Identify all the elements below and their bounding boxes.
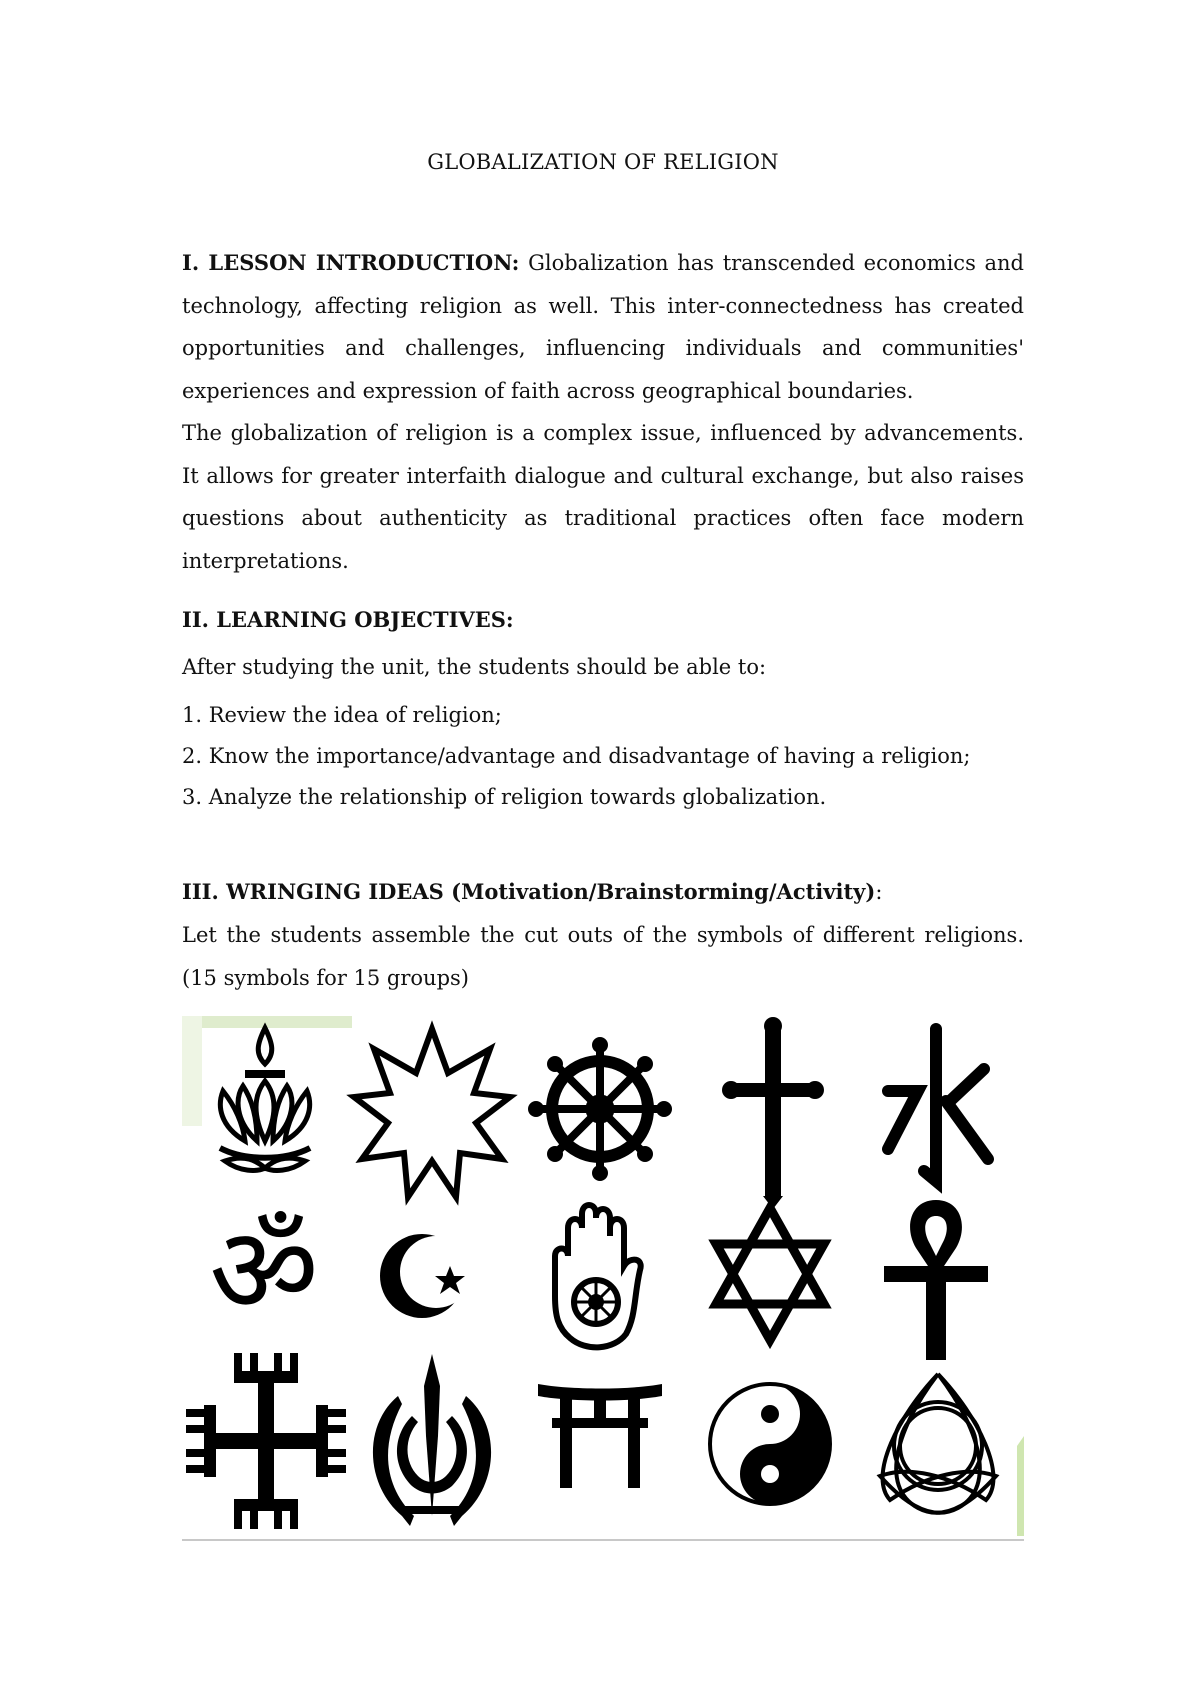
yin-yang-icon <box>710 1384 830 1504</box>
jain-hand-icon <box>555 1205 641 1347</box>
green-accent-top-left <box>182 1016 352 1028</box>
lotus-flame-icon <box>220 1028 310 1170</box>
nine-pointed-star-icon <box>354 1029 510 1197</box>
objective-item-2: 2. Know the importance/advantage and disadvantage of having a religion; <box>182 744 971 768</box>
water-kanji-icon <box>888 1029 988 1181</box>
svg-text:ॐ: ॐ <box>209 1202 319 1341</box>
khanda-icon <box>373 1354 491 1526</box>
crescent-star-icon <box>380 1234 472 1318</box>
dharma-wheel-icon <box>528 1037 672 1181</box>
section2-heading: II. LEARNING OBJECTIVES: <box>182 607 514 632</box>
kolovrat-icon <box>186 1353 346 1529</box>
objective-item-1: 1. Review the idea of religion; <box>182 703 502 727</box>
ankh-icon <box>884 1200 988 1360</box>
om-icon <box>209 1202 318 1341</box>
green-accent-left-bar <box>182 1016 202 1126</box>
intro-paragraph <box>182 242 1024 412</box>
torii-icon <box>538 1384 662 1488</box>
intro-text: Globalization has transcended economics and technology, affecting religion as well. This inter-connectedness has created opportunities and challenges, influencing individuals and communities' experiences and expression of faith across geographical boundaries. <box>182 251 1024 403</box>
activity-paragraph: Let the students assemble the cut outs of the symbols of different religions. (15 symbols for 15 groups) <box>182 923 1024 990</box>
page-title: GLOBALIZATION OF RELIGION <box>427 150 779 174</box>
religious-symbols-image <box>182 1016 1024 1542</box>
objectives-intro: After studying the unit, the students should be able to: <box>182 655 767 679</box>
green-accent-right <box>1017 1436 1024 1536</box>
section1-heading: I. LESSON INTRODUCTION: <box>182 250 520 275</box>
intro-paragraph-2: The globalization of religion is a complex issue, influenced by advancements. It allows for greater interfaith dialogue and cultural exchange, but also raises questions about authenticity as traditional practices often face modern interpretations. <box>182 421 1024 573</box>
section3-heading-suffix: : <box>875 880 883 904</box>
triquetra-icon <box>880 1374 996 1513</box>
objective-item-3: 3. Analyze the relationship of religion towards globalization. <box>182 785 827 809</box>
star-of-david-icon <box>716 1208 824 1340</box>
section3-heading: III. WRINGING IDEAS (Motivation/Brainstorming/Activity) <box>182 879 876 904</box>
section3-heading-line <box>182 877 882 907</box>
latin-cross-icon <box>722 1017 824 1209</box>
